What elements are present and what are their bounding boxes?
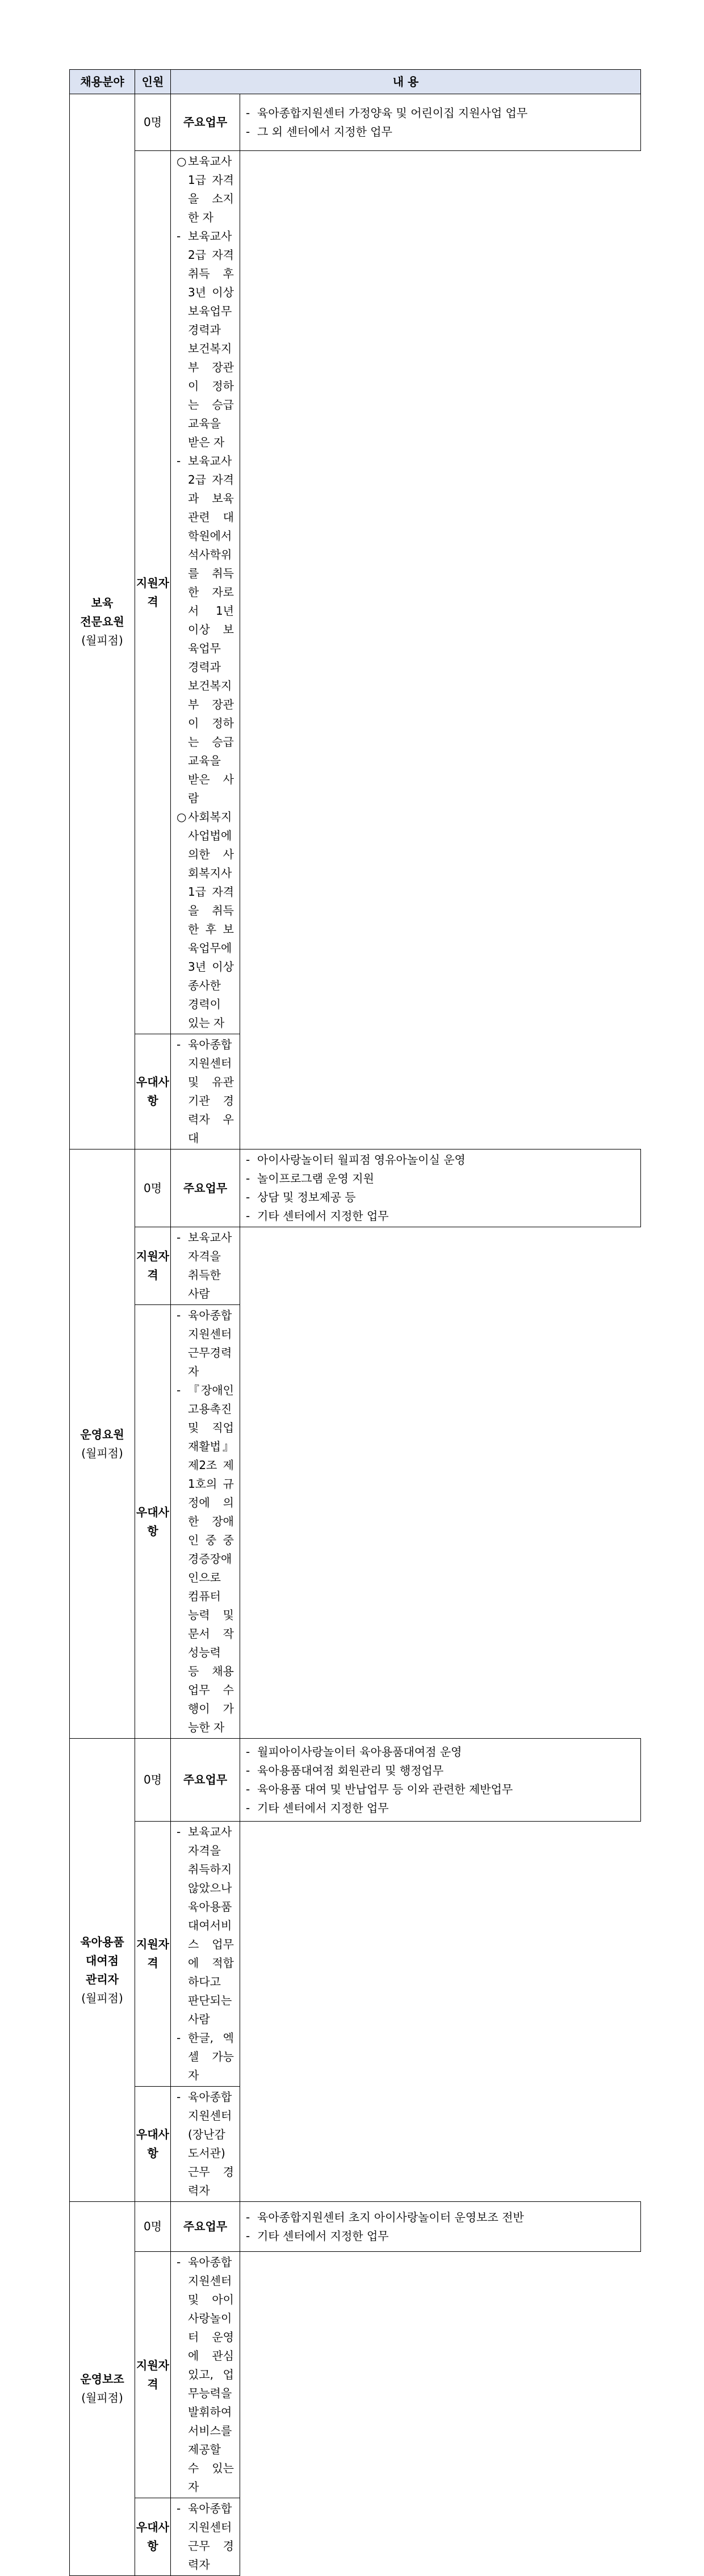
dash-bullet: - [177,1383,181,1397]
recruitment-table [69,69,641,2576]
circle-bullet-icon: ○ [177,810,187,824]
item-text: 한글, 엑셀 가능자 [188,2031,234,2082]
category-cell: 지원자격 [135,151,171,1034]
field-branch: (월피점) [81,1446,123,1460]
dash-bullet: - [177,2031,181,2045]
content-cell [171,151,240,1034]
category-cell: 지원자격 [135,1822,171,2087]
header-content: 내 용 [171,70,641,94]
list-item [177,2253,234,2497]
item-text: 『장애인고용촉진 및 직업재활법』 제2조 제1호의 규정에 의한 장애인 중 중경증장애인으로 컴퓨터 능력 및 문서 작성능력 등 채용업무 수행이 가능한 자 [188,1383,234,1734]
list-item [246,104,635,123]
table-row [70,94,641,151]
dash-bullet: - [177,229,181,243]
category-cell: 지원자격 [135,2252,171,2498]
item-text: 보육교사 자격을 취득한 사람 [188,1231,232,1300]
table-row [70,2252,641,2498]
dash-bullet: - [177,454,181,468]
list-item [246,1188,635,1207]
table-row [70,1034,641,1149]
list-item [177,1306,234,1381]
list-item [246,2208,635,2227]
field-branch: (월피점) [81,1991,123,2005]
list-item [177,2499,234,2574]
field-cell [70,1739,135,2202]
category-cell: 주요업무 [171,2202,240,2252]
field-branch: (월피점) [81,633,123,647]
item-text: 육아용품 대여 및 반납업무 등 이와 관련한 제반업무 [257,1782,513,1796]
count-cell: 0명 [135,1149,171,1227]
count-cell: 0명 [135,94,171,151]
list-item [246,1799,635,1818]
item-text: 육아종합지원센터 근무 경력자 [188,2502,234,2571]
item-text: 육아용품대여점 회원관리 및 행정업무 [257,1763,444,1777]
header-count: 인원 [135,70,171,94]
dash-bullet: - [177,1308,181,1322]
list-item [246,1743,635,1761]
item-text: 육아종합지원센터(장난감도서관) 근무 경력자 [188,2090,234,2197]
item-text: 육아종합지원센터 및 유관기관 경력자 우대 [188,1038,234,1145]
count-cell: 0명 [135,2202,171,2252]
item-text: 보육교사 2급 자격 취득 후 3년 이상 보육업무 경력과 보건복지부 장관이 정하는 승급 교육을 받은 자 [188,229,234,449]
category-cell: 지원자격 [135,1227,171,1305]
dash-bullet: - [246,1744,250,1759]
category-cell: 주요업무 [171,1149,240,1227]
category-cell: 주요업무 [171,94,240,151]
content-cell [171,2087,240,2202]
list-item [246,1169,635,1188]
list-item [177,227,234,452]
list-item [177,1228,234,1303]
category-cell: 우대사항 [135,2498,171,2576]
item-text: 육아종합지원센터 가정양육 및 어린이집 지원사업 업무 [257,106,528,120]
list-item [246,1761,635,1780]
item-text: 보육교사 2급 자격과 보육 관련 대학원에서 석사학위를 취득한 자로서 1년 이상 보육업무 경력과 보건복지부 장관이 정하는 승급 교육을 받은 사람 [188,454,234,805]
content-cell [171,1305,240,1739]
table-row [70,151,641,1034]
category-cell: 주요업무 [171,1739,240,1822]
content-cell [240,2202,641,2252]
list-item [177,1823,234,2029]
list-item [177,808,234,1033]
dash-bullet: - [246,106,250,120]
field-name: 전문요원 [80,614,124,628]
item-text: 기타 센터에서 지정한 업무 [257,1801,389,1815]
item-text: 보육교사 1급 자격을 소지한 자 [188,154,234,224]
table-row [70,1822,641,2087]
dash-bullet: - [246,1763,250,1777]
dash-bullet: - [246,1172,250,1185]
dash-bullet: - [246,1782,250,1796]
table-row [70,1305,641,1739]
dash-bullet: - [246,1153,250,1167]
content-cell [240,1739,641,1822]
dash-bullet: - [177,1825,181,1839]
field-name: 육아용품 [80,1935,124,1949]
item-text: 기타 센터에서 지정한 업무 [257,2229,389,2243]
category-cell: 우대사항 [135,2087,171,2202]
dash-bullet: - [177,2502,181,2515]
count-cell: 0명 [135,1739,171,1822]
dash-bullet: - [177,1038,181,1051]
content-cell [171,1034,240,1149]
dash-bullet: - [246,2229,250,2243]
content-cell [171,1822,240,2087]
list-item [246,1780,635,1799]
table-row [70,2498,641,2576]
field-name: 관리자 [86,1972,119,1986]
item-text: 아이사랑놀이터 월피점 영유아놀이실 운영 [257,1153,466,1167]
list-item [177,1381,234,1737]
item-text: 월피아이사랑놀이터 육아용품대여점 운영 [257,1744,462,1759]
dash-bullet: - [246,1190,250,1204]
item-text: 사회복지사업법에 의한 사회복지사 1급 자격을 취득한 후 보육업무에 3년 이상 종사한 경력이 있는 자 [188,810,234,1030]
content-cell [240,1149,641,1227]
item-text: 그 외 센터에서 지정한 업무 [257,124,392,139]
list-item [246,1207,635,1226]
table-row [70,2087,641,2202]
field-name: 운영보조 [80,2372,124,2386]
list-item [246,123,635,141]
dash-bullet: - [246,124,250,139]
field-cell [70,94,135,1149]
field-branch: (월피점) [81,2391,123,2405]
content-cell [171,2498,240,2576]
dash-bullet: - [246,1801,250,1815]
header-field: 채용분야 [70,70,135,94]
list-item [177,2088,234,2200]
list-item [246,2227,635,2246]
content-cell [240,94,641,151]
table-row [70,1149,641,1227]
list-item [177,452,234,808]
table-header-row [70,70,641,94]
item-text: 육아종합지원센터 초지 아이사랑놀이터 운영보조 전반 [257,2210,524,2224]
dash-bullet: - [177,2255,181,2269]
dash-bullet: - [246,2210,250,2224]
content-cell [171,1227,240,1305]
list-item [177,1035,234,1148]
table-row [70,1739,641,1822]
field-cell [70,2202,135,2576]
table-row [70,1227,641,1305]
list-item [177,152,234,227]
item-text: 육아종합지원센터 및 아이사랑놀이터 운영에 관심있고, 업무능력을 발휘하여 서비스를 제공할 수 있는 자 [188,2255,234,2494]
field-name: 보육 [91,595,114,610]
field-cell [70,1149,135,1739]
category-cell: 우대사항 [135,1034,171,1149]
item-text: 보육교사 자격을 취득하지 않았으나 육아용품 대여서비스 업무에 적합하다고 판단되는 사람 [188,1825,234,2026]
circle-bullet-icon: ○ [177,154,187,168]
list-item [177,2029,234,2085]
field-name: 운영요원 [80,1427,124,1441]
dash-bullet: - [177,1231,181,1244]
dash-bullet: - [177,2090,181,2104]
item-text: 기타 센터에서 지정한 업무 [257,1209,389,1223]
item-text: 놀이프로그램 운영 지원 [257,1172,374,1185]
table-row [70,2202,641,2252]
category-cell: 우대사항 [135,1305,171,1739]
content-cell [171,2252,240,2498]
field-name: 대여점 [86,1953,119,1967]
item-text: 상담 및 정보제공 등 [257,1190,356,1204]
list-item [246,1151,635,1169]
dash-bullet: - [246,1209,250,1223]
item-text: 육아종합지원센터 근무경력자 [188,1308,232,1378]
